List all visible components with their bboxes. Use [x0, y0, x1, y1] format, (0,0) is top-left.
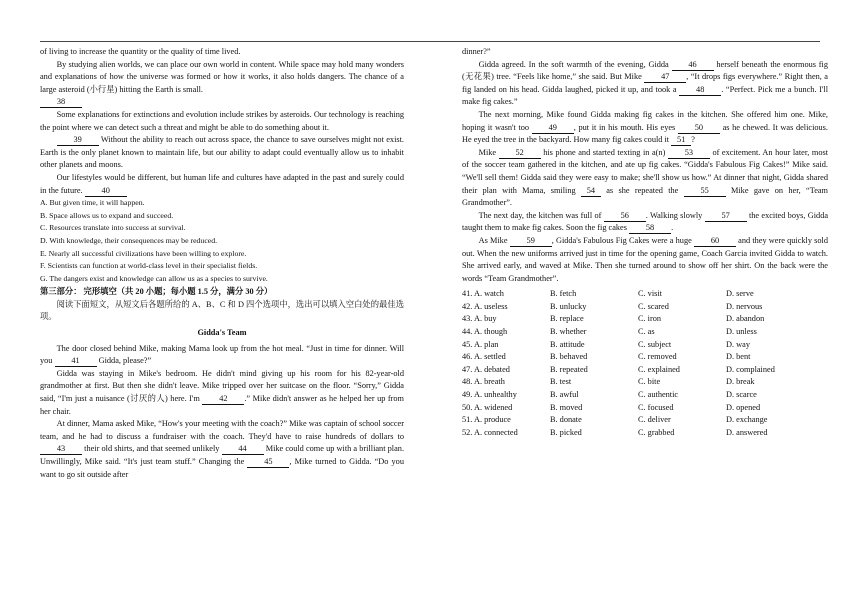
choice-row-51 — [462, 414, 828, 427]
choice-row-50 — [462, 402, 828, 415]
choice-row-43 — [462, 313, 828, 326]
blank-43[interactable]: 43 — [40, 444, 82, 455]
paragraph-text: By studying alien worlds, we can place our own world in content. While space may hold many wonders and explanations of how the universe was formed or how it works, it also holds dangers. The chance of a large asteroid (小行星) hitting the Earth is small. — [40, 59, 404, 94]
choice-b[interactable]: B. replace — [550, 314, 584, 324]
choice-a[interactable]: 41. A. watch — [462, 289, 504, 299]
option-letter: G. — [40, 273, 48, 283]
choice-d[interactable]: D. abandon — [726, 314, 765, 324]
story-text: , Gidda's Fabulous Fig Cakes were a huge — [551, 235, 692, 245]
story-text: . “Perfect. Pick me a bunch. I'll make fig cakes.” — [462, 84, 829, 107]
blank-line-38 — [40, 96, 404, 109]
choice-row-52 — [462, 427, 828, 440]
story-text: the excited boys, Gidda taught them to make fig cakes. Soon the fig cakes — [462, 210, 829, 233]
choice-b[interactable]: B. unlucky — [550, 301, 587, 311]
choice-d[interactable]: D. way — [726, 339, 750, 349]
choice-c[interactable]: C. removed — [638, 352, 677, 362]
choice-d[interactable]: D. serve — [726, 289, 754, 299]
story-paragraph-5 — [462, 109, 828, 147]
paragraph-extinctions: Some explanations for extinctions and evolution include strikes by asteroids. Our technology is reaching the point where we can detect such a threat and might be able to do something about it. — [40, 109, 404, 132]
blank-39[interactable]: 39 — [57, 135, 99, 146]
choice-b[interactable]: B. moved — [550, 402, 583, 412]
paragraph-continued: of living to increase the quantity or the quality of time lived. — [40, 47, 241, 56]
blank-46[interactable]: 46 — [672, 60, 714, 71]
story-text: as he chewed. It was delicious. He eyed the tree in the backyard. How many fig cakes could it — [462, 122, 828, 145]
choice-c[interactable]: C. iron — [638, 314, 662, 324]
blank-59[interactable]: 59 — [510, 236, 552, 247]
story-text: as she repeated the — [606, 185, 679, 195]
story-text: Mike — [478, 147, 497, 157]
paragraph-lifestyles — [40, 172, 404, 197]
choice-d[interactable]: D. exchange — [726, 415, 768, 425]
choice-c[interactable]: C. scared — [638, 301, 669, 311]
story-text: his phone and started texting in a(n) — [543, 147, 666, 157]
choice-d[interactable]: D. answered — [726, 427, 768, 437]
option-text: Scientists can function at world-class level in their specialist fields. — [47, 261, 258, 271]
choice-a[interactable]: 46. A. settled — [462, 352, 506, 362]
story-paragraph-2 — [40, 368, 404, 418]
option-text: The dangers exist and knowledge can allow us as a species to survive. — [49, 273, 268, 283]
story-text: , Mike turned to Gidda. “Do you want to go sit outside after — [40, 457, 404, 479]
option-b — [40, 210, 404, 223]
section-3-heading: 第三部分： 完形填空（共 20 小题；每小题 1.5 分，满分 30 分） — [40, 287, 273, 297]
blank-42[interactable]: 42 — [202, 394, 244, 405]
blank-58[interactable]: 58 — [629, 223, 671, 234]
choices-table — [462, 288, 828, 439]
choice-b[interactable]: B. repeated — [550, 364, 588, 374]
choice-c[interactable]: C. bite — [638, 377, 661, 387]
option-text: Resources translate into success at survival. — [49, 223, 186, 233]
blank-54[interactable]: 54 — [581, 186, 601, 197]
choice-c[interactable]: C. grabbed — [638, 427, 675, 437]
paragraph-space-ability — [40, 134, 404, 172]
option-letter: C. — [40, 223, 48, 233]
blank-44[interactable]: 44 — [222, 444, 264, 455]
choice-a[interactable]: 50. A. widened — [462, 402, 513, 412]
choice-c[interactable]: C. deliver — [638, 415, 671, 425]
option-a — [40, 197, 404, 210]
choice-row-41 — [462, 288, 828, 301]
blank-52[interactable]: 52 — [499, 148, 541, 159]
story-text: Gidda was staying in Mike's bedroom. He didn't mind giving up his room for his 82-year-old grandmother at first. But then she didn't leave. Mike tripped over her suitcase on the floor. “Sorry,” Gidda said, “I'm just a nuisance (讨厌的人) here. I'm — [40, 368, 404, 404]
story-text: herself beneath the enormous fig (无花果) tree. “Feels like home,” she said. But Mike — [462, 59, 829, 82]
story-paragraph-1 — [40, 343, 404, 368]
choice-b[interactable]: B. fetch — [550, 289, 577, 299]
story-text: The next day, the kitchen was full of — [478, 210, 602, 220]
right-column — [462, 46, 828, 439]
story-text: The next morning, Mike found Gidda making fig cakes in the kitchen. She offered him one. Mike, hoping it wasn't too — [462, 109, 828, 132]
story-text: their old shirts, and that seemed unlikely — [84, 444, 220, 454]
option-text: But given time, it will happen. — [49, 198, 145, 208]
section-instructions: 阅读下面短文，从短文后各题所给的 A、B、C 和 D 四个选项中，选出可以填入空白处的最佳选项。 — [40, 299, 404, 322]
story-text: The door closed behind Mike, making Mama look up from the hot meal. “Just in time for dinner. Will you — [40, 343, 404, 366]
story-paragraph-4 — [462, 59, 828, 109]
option-c — [40, 222, 404, 235]
choice-b[interactable]: B. picked — [550, 427, 582, 437]
option-letter: F. — [40, 261, 46, 271]
story-text: , put it in his mouth. His eyes — [573, 122, 676, 132]
option-letter: E. — [40, 248, 47, 258]
story-text: . Walking slowly — [645, 210, 703, 220]
story-text: Mike could come up with a brilliant plan. Unwillingly, Mike said. “It's just team stuff.” Changing the — [40, 444, 405, 466]
option-f — [40, 260, 404, 273]
blank-47[interactable]: 47 — [644, 72, 686, 83]
choice-d[interactable]: D. bent — [726, 352, 751, 362]
blank-40[interactable]: 40 — [85, 186, 127, 197]
choice-c[interactable]: C. subject — [638, 339, 672, 349]
option-text: Space allows us to expand and succeed. — [49, 210, 174, 220]
choice-a[interactable]: 44. A. though — [462, 327, 508, 337]
blank-45[interactable]: 45 — [247, 457, 289, 468]
left-column — [40, 46, 404, 481]
story-title: Gidda's Team — [197, 328, 247, 338]
story-text: . — [671, 223, 674, 233]
choice-b[interactable]: B. behaved — [550, 352, 588, 362]
choice-row-49 — [462, 389, 828, 402]
paragraph-alien-worlds — [40, 59, 404, 97]
story-text: Mike gave on her, “Team Grandmother”. — [462, 185, 829, 208]
blank-48[interactable]: 48 — [679, 85, 721, 96]
choice-a[interactable]: 42. A. useless — [462, 301, 508, 311]
story-text: Gidda, please?” — [98, 356, 152, 366]
choice-row-48 — [462, 376, 828, 389]
story-text: , “It drops figs everywhere.” Right then, a fig landed on his head. Gidda laughed, picked it up, and took a — [462, 72, 828, 94]
story-text: As Mike — [478, 235, 508, 245]
choice-a[interactable]: 43. A. buy — [462, 314, 497, 324]
choice-b[interactable]: B. test — [550, 377, 572, 387]
choice-row-44 — [462, 326, 828, 339]
paragraph-text: Without the ability to reach out across space, the chance to save ourselves might not exist. Earth is the only planet known to maintain life, but our ability to adapt could eventually allow us to inhabit other planets and moons. — [40, 135, 404, 170]
choice-b[interactable]: B. donate — [550, 415, 582, 425]
blank-55[interactable]: 55 — [684, 186, 726, 197]
choice-d[interactable]: D. nervous — [726, 301, 763, 311]
blank-60[interactable]: 60 — [694, 236, 736, 247]
option-d — [40, 235, 404, 248]
story-paragraph-3 — [40, 418, 404, 481]
choice-c[interactable]: C. explained — [638, 364, 680, 374]
paragraph-text: Our lifestyles would be different, but human life and cultures have adapted in the past and surely could in the future. — [40, 172, 404, 195]
story-text: Gidda agreed. In the soft warmth of the evening, Gidda — [478, 59, 669, 69]
blank-41[interactable]: 41 — [55, 356, 97, 367]
choice-row-45 — [462, 339, 828, 352]
blank-38[interactable]: 38 — [40, 97, 82, 108]
top-rule — [40, 41, 820, 42]
story-paragraph-6 — [462, 147, 828, 210]
option-text: Nearly all successful civilizations have been willing to explore. — [48, 248, 247, 258]
choice-b[interactable]: B. awful — [550, 390, 579, 400]
choice-row-46 — [462, 351, 828, 364]
choice-a[interactable]: 45. A. plan — [462, 339, 499, 349]
choice-row-42 — [462, 301, 828, 314]
choice-b[interactable]: B. whether — [550, 327, 587, 337]
choice-a[interactable]: 51. A. produce — [462, 415, 511, 425]
story-text: At dinner, Mama asked Mike, “How's your meeting with the coach?” Mike was captain of school soccer team, and he had to discuss a fundraiser with the coach. They'd have to raise hundreds of dollars to — [40, 419, 404, 441]
story-text: and they were quickly sold out. When the new uniforms arrived just in time for the opening game, Coach Garcia invited Gidda to watch. She arrived early, and waved at Mike. Then she turned around to show off her shirt. On the back were the words “Team Grandmother”. — [462, 235, 828, 283]
blank-51[interactable]: 51 — [671, 135, 691, 146]
choice-row-47 — [462, 364, 828, 377]
choice-d[interactable]: D. break — [726, 377, 755, 387]
choice-a[interactable]: 49. A. unhealthy — [462, 390, 517, 400]
choice-c[interactable]: C. visit — [638, 289, 662, 299]
options-list — [40, 197, 404, 285]
choice-a[interactable]: 48. A. breath — [462, 377, 505, 387]
choice-c[interactable]: C. authentic — [638, 390, 679, 400]
blank-49[interactable]: 49 — [532, 123, 574, 134]
blank-57[interactable]: 57 — [705, 211, 747, 222]
story-continued: dinner?” — [462, 47, 491, 56]
blank-56[interactable]: 56 — [604, 211, 646, 222]
blank-50[interactable]: 50 — [678, 123, 720, 134]
choice-c[interactable]: C. focused — [638, 402, 674, 412]
option-letter: B. — [40, 210, 48, 220]
choice-c[interactable]: C. as — [638, 327, 655, 337]
story-text: ? — [691, 135, 695, 145]
choice-a[interactable]: 52. A. connected — [462, 427, 518, 437]
choice-d[interactable]: D. scarce — [726, 390, 757, 400]
choice-d[interactable]: D. unless — [726, 327, 757, 337]
option-letter: D. — [40, 235, 48, 245]
story-text: of excitement. An hour later, most of the soccer team gathered in the kitchen, and ate up fig cakes. “Gidda's Fabulous Fig Cakes!” Mike said. “We'll sell them! Gidda said they were easy to make; she'll show us how.” At dinner that night, Gidda shared their plan with Mama, smiling — [462, 147, 829, 195]
option-text: With knowledge, their consequences may be reduced. — [49, 235, 218, 245]
choice-b[interactable]: B. attitude — [550, 339, 585, 349]
option-g — [40, 273, 404, 286]
story-paragraph-7 — [462, 210, 828, 235]
story-paragraph-8 — [462, 235, 828, 285]
choice-a[interactable]: 47. A. debated — [462, 364, 510, 374]
blank-53[interactable]: 53 — [668, 148, 710, 159]
choice-d[interactable]: D. opened — [726, 402, 761, 412]
option-letter: A. — [40, 198, 48, 208]
choice-d[interactable]: D. complained — [726, 364, 775, 374]
option-e — [40, 248, 404, 261]
story-text: .” Mike didn't answer as he helped her up from her chair. — [40, 394, 404, 416]
